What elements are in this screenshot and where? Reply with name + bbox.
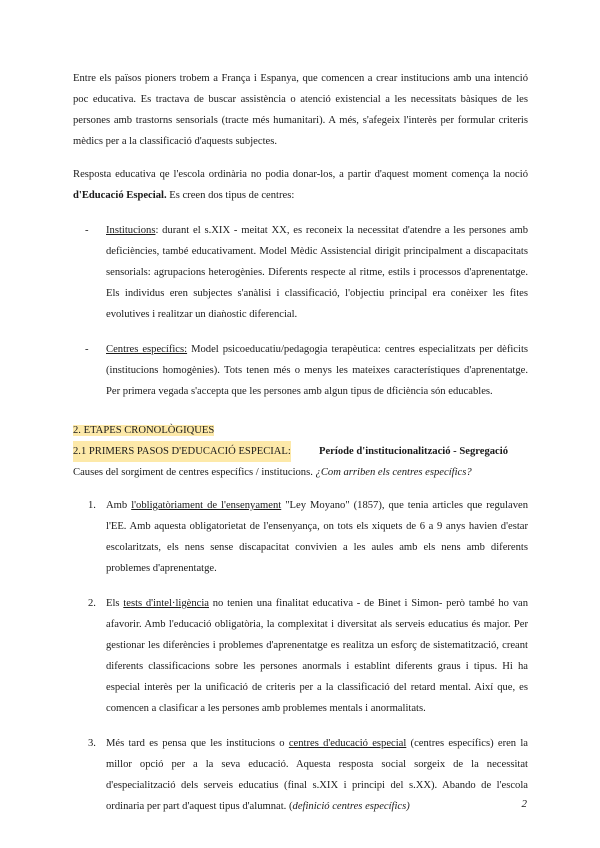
causes-intro: Causes del sorgiment de centres específics / institucions. ¿Com arriben els centres específics? bbox=[73, 467, 472, 478]
causes-list bbox=[73, 495, 528, 817]
special-education-term: d'Educació Especial. bbox=[73, 190, 167, 201]
centre-type-title: Institucions bbox=[106, 225, 156, 236]
period-label: Període d'institucionalització - Segregació bbox=[319, 446, 508, 457]
subsection-title: 2.1 PRIMERS PASOS D'EDUCACIÓ ESPECIAL: bbox=[73, 441, 291, 462]
list-item: 2. Els tests d'intel·ligència no tenien una finalitat educativa - de Binet i Simon- però també ho van afavorir. Amb l'educació obligatòria, la complexitat i diversitat als serveis educatius és major. Per gestionar les diferències i problemes d'aprenentatge es realitza un esforç de sistematització, creant diferents classificacions sobre les persones anormals i establint diferents graus i tipus. Hi ha especial interès per la unificació de criteris per a la classificació del retard mental. Així que, es comencen a clasificar a les persones amb problemes mentals i anormalitats. bbox=[88, 598, 529, 714]
list-item: 1. Amb l'obligatòriament de l'ensenyament "Ley Moyano" (1857), que tenia articles que regulaven l'EE. Amb aquesta obligatorietat de l'ensenyança, on tots els xiquets de 6 a 9 anys havien d'estar escolaritzats, els nens sense discapacitat convivien a les aules amb els nens amb diferents problemes d'aprenentatge. bbox=[88, 500, 528, 574]
section-heading: 2. ETAPES CRONOLÒGIQUES bbox=[73, 425, 215, 436]
intro-paragraph-2: Resposta educativa qe l'escola ordinària no podia donar-los, a partir d'aquest moment comença la noció d'Educació Especial. Es creen dos tipus de centres: bbox=[73, 169, 528, 201]
list-item: - Institucions: durant el s.XIX - meitat XX, es reconeix la necessitat d'atendre a les persones amb deficiències, també educativament. Model Mèdic Assistencial dirigit principalment a discapacitats sensorials: agrupacions heterogènies. Diferents respecte al ritme, estils i processos d'aprenentatge. Els individus eren subjectes s'anàlisi i classificació, l'objectiu principal era conèixer les fites evolutives i realitzar un diaǹostic diferencial. bbox=[85, 225, 528, 320]
centre-type-title: Centres específics: bbox=[106, 344, 188, 355]
list-item: - Centres específics: Model psicoeducatiu/pedagogia terapèutica: centres especialitzats per dèficits (institucions homogènies). Tots tenen més o menys les mateixes característiques d'aprenentatge. Per primera vegada s'accepta que les persones amb algun tipus de dficiència són educables. bbox=[85, 344, 529, 397]
subsection-heading bbox=[73, 441, 528, 462]
centre-types-list bbox=[73, 220, 528, 402]
page-number: 2 bbox=[521, 798, 527, 810]
list-item: 3. Més tard es pensa que les institucions o centres d'educació especial (centres específics) eren la millor opció per a la seva educació. Aquesta resposta social sorgeix de la necessitat d'especialització dels serveis educatius (final s.XIX i principi del s.XX). Abando de l'escola ordinaria per part d'aquest tipus d'alumnat. (definició centres específics) bbox=[88, 738, 528, 812]
document-page bbox=[73, 68, 528, 831]
intro-paragraph-1: Entre els països pioners trobem a França i Espanya, que comencen a crear institucions amb una intenció poc educativa. Es tractava de buscar assistència o atenció existencial a les necessitats bàsiques de les persones amb trastorns sensorials (tracte més humanitari). A més, s'afegeix l'interès per formular criteris mèdics per a la classificació d'aquests subjectes. bbox=[73, 73, 528, 147]
